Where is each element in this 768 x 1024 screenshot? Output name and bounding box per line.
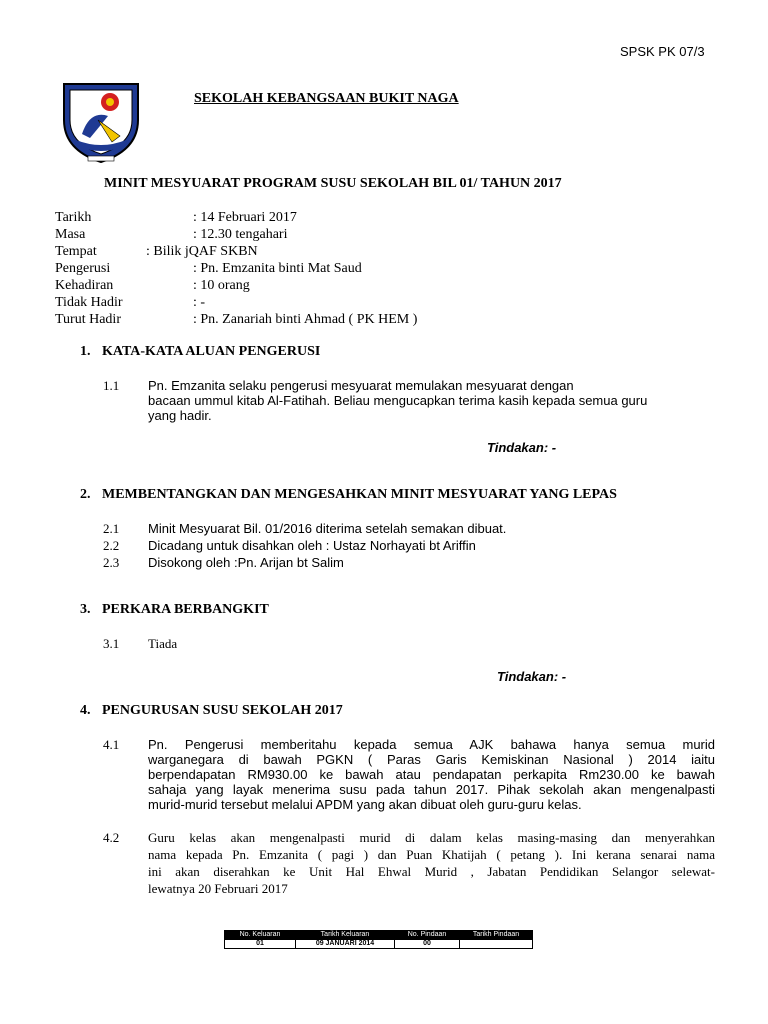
- section-heading-1: [80, 344, 320, 360]
- table-header-row: [225, 931, 533, 940]
- info-value: : 14 Februari 2017: [193, 210, 297, 225]
- item-line: murid-murid tersebut melalui APDM yang akan dibuat oleh guru-guru kelas.: [148, 797, 582, 812]
- table-header-cell: Tarikh Pindaan: [460, 931, 533, 940]
- agenda-item-3-1: [103, 636, 715, 651]
- info-label: Tempat: [55, 244, 97, 259]
- agenda-item-2-2: [103, 538, 715, 553]
- item-number: 2.2: [103, 538, 120, 553]
- agenda-item-2-1: [103, 521, 715, 536]
- info-value: : 10 orang: [193, 278, 250, 293]
- school-crest-icon: [60, 76, 142, 166]
- table-header-cell: Tarikh Keluaran: [296, 931, 395, 940]
- table-cell: [460, 940, 533, 949]
- item-line: yang hadir.: [148, 408, 212, 423]
- item-line: warganegara di bawah PGKN ( Paras Garis Kemiskinan Nasional ) 2014 iaitu: [148, 752, 715, 767]
- section-title: MEMBENTANGKAN DAN MENGESAHKAN MINIT MESYUARAT YANG LEPAS: [102, 487, 617, 502]
- section-number: 3.: [80, 602, 91, 617]
- school-name: SEKOLAH KEBANGSAAN BUKIT NAGA: [194, 91, 459, 106]
- item-line: Disokong oleh :Pn. Arijan bt Salim: [148, 555, 344, 570]
- document-code: SPSK PK 07/3: [620, 44, 705, 59]
- item-number: 2.1: [103, 521, 120, 536]
- item-line: Tiada: [148, 636, 178, 651]
- info-value: : Pn. Emzanita binti Mat Saud: [193, 261, 362, 276]
- section-number: 1.: [80, 344, 91, 359]
- section-heading-2: [80, 487, 617, 503]
- info-value: : Pn. Zanariah binti Ahmad ( PK HEM ): [193, 312, 418, 327]
- item-line: Guru kelas akan mengenalpasti murid di dalam kelas masing-masing dan menyerahkan: [148, 830, 715, 845]
- table-header-cell: No. Pindaan: [395, 931, 460, 940]
- item-line: Pn. Pengerusi memberitahu kepada semua AJK bahawa hanya semua murid: [148, 737, 715, 752]
- item-number: 4.2: [103, 830, 120, 845]
- info-label: Turut Hadir: [55, 312, 121, 327]
- table-cell: 01: [225, 940, 296, 949]
- item-line: sahaja yang layak menerima susu pada tahun 2017. Pihak sekolah akan mengenalpasti: [148, 782, 715, 797]
- item-line: bacaan ummul kitab Al-Fatihah. Beliau mengucapkan terima kasih kepada semua guru: [148, 393, 648, 408]
- item-line: Dicadang untuk disahkan oleh : Ustaz Norhayati bt Ariffin: [148, 538, 476, 553]
- table-cell: 00: [395, 940, 460, 949]
- item-line: ini akan diserahkan ke Unit Hal Ehwal Murid , Jabatan Pendidikan Selangor selewat-: [148, 864, 715, 879]
- section-heading-4: [80, 703, 343, 719]
- item-line: berpendapatan RM930.00 ke bawah atau pendapatan perkapita Rm230.00 ke bawah: [148, 767, 715, 782]
- item-number: 3.1: [103, 636, 120, 651]
- info-value: : 12.30 tengahari: [193, 227, 288, 242]
- section-title: PERKARA BERBANGKIT: [102, 602, 269, 617]
- item-number: 2.3: [103, 555, 120, 570]
- action-note-3: Tindakan: -: [497, 669, 567, 684]
- item-number: 1.1: [103, 378, 120, 393]
- info-label: Tidak Hadir: [55, 295, 123, 310]
- item-line: Minit Mesyuarat Bil. 01/2016 diterima setelah semakan dibuat.: [148, 521, 507, 536]
- info-label: Masa: [55, 227, 86, 242]
- info-label: Kehadiran: [55, 278, 114, 293]
- item-line: nama kepada Pn. Emzanita ( pagi ) dan Puan Khatijah ( petang ). Ini kerana senarai nama: [148, 847, 715, 862]
- action-note-1: Tindakan: -: [487, 440, 557, 455]
- info-value: : Bilik jQAF SKBN: [146, 244, 258, 259]
- document-control-table: [224, 930, 533, 949]
- item-number: 4.1: [103, 737, 120, 752]
- info-label: Tarikh: [55, 210, 92, 225]
- section-number: 2.: [80, 487, 91, 502]
- agenda-item-2-3: [103, 555, 715, 570]
- table-row: [225, 940, 533, 949]
- info-value: : -: [193, 295, 206, 310]
- table-cell: 09 JANUARI 2014: [296, 940, 395, 949]
- section-number: 4.: [80, 703, 91, 718]
- item-line: Pn. Emzanita selaku pengerusi mesyuarat memulakan mesyuarat dengan: [148, 378, 574, 393]
- info-label: Pengerusi: [55, 261, 111, 276]
- section-title: KATA-KATA ALUAN PENGERUSI: [102, 344, 321, 359]
- table-header-cell: No. Keluaran: [225, 931, 296, 940]
- section-heading-3: [80, 602, 269, 618]
- item-line: lewatnya 20 Februari 2017: [148, 881, 288, 896]
- section-title: PENGURUSAN SUSU SEKOLAH 2017: [102, 703, 343, 718]
- meeting-title: MINIT MESYUARAT PROGRAM SUSU SEKOLAH BIL 01/ TAHUN 2017: [104, 176, 562, 191]
